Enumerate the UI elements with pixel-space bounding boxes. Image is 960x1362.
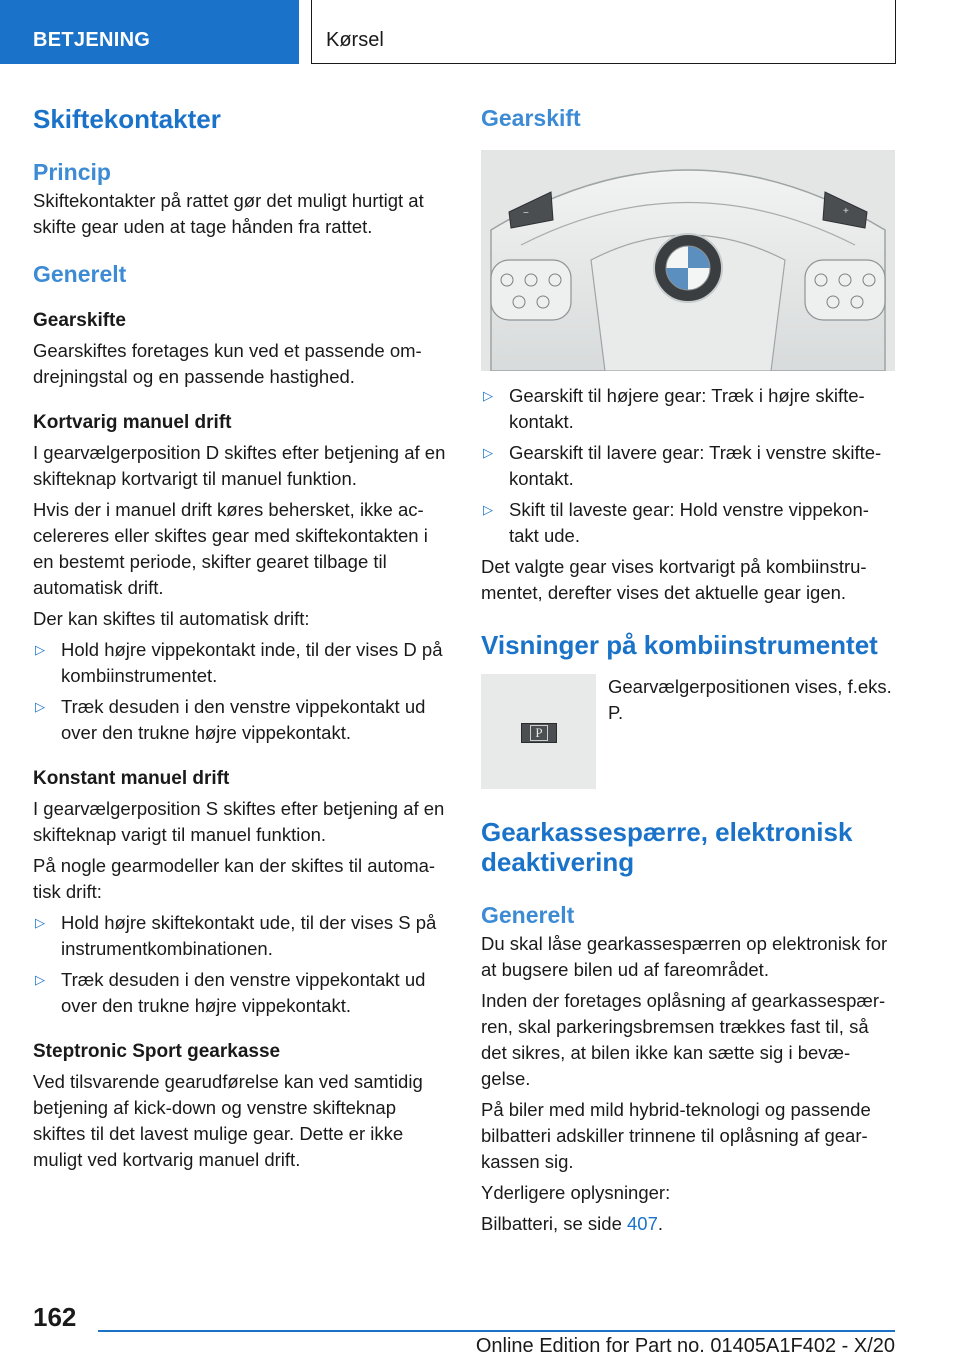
gearshift-heading: Gearskift bbox=[481, 105, 581, 131]
triangle-bullet-icon: ▷ bbox=[35, 699, 45, 714]
display-text: Gearvælgerpositionen vises, f.eks. P. bbox=[608, 676, 892, 723]
list-item: ▷ Gearskift til lavere gear: Træk i venstre skifte-kontakt. bbox=[481, 440, 895, 492]
chapter-title: Kørsel bbox=[326, 29, 384, 51]
lock-paragraph-2: Inden der foretages oplåsning af gearkassespær-ren, skal parkeringsbremsen trækkes fast til, så det sikres, at bilen ikke kan sætte sig i bevæ-gelse. bbox=[481, 990, 886, 1089]
short-manual-paragraph-2: Hvis der i manuel drift køres behersket, ikke ac-celereres eller skiftes gear med skiftekontakten i en bestemt periode, skifter gearet tilbage til automatisk drift. bbox=[33, 499, 428, 598]
triangle-bullet-icon: ▷ bbox=[483, 388, 493, 403]
display-heading: Visninger på kombiinstrumentet bbox=[481, 630, 878, 660]
short-manual-subheading: Kortvarig manuel drift bbox=[33, 412, 232, 433]
triangle-bullet-icon: ▷ bbox=[483, 445, 493, 460]
const-manual-paragraph-1: I gearvælgerposition S skiftes efter betjening af en skifteknap varigt til manuel funktion. bbox=[33, 798, 445, 845]
display-section bbox=[481, 674, 895, 789]
list-item: ▷ Træk desuden i den venstre vippekontakt ud over den trukne højre vippekontakt. bbox=[33, 967, 447, 1019]
gear-display-illustration bbox=[481, 674, 596, 789]
gear-p-indicator bbox=[521, 723, 557, 743]
triangle-bullet-icon: ▷ bbox=[35, 972, 45, 987]
right-column bbox=[481, 100, 895, 1237]
section-tab bbox=[0, 0, 299, 64]
list-item: ▷ Skift til laveste gear: Hold venstre vippekon-takt ude. bbox=[481, 497, 895, 549]
page-reference-link[interactable]: 407 bbox=[627, 1213, 658, 1234]
svg-text:+: + bbox=[843, 206, 849, 217]
gear-p-glyph: P bbox=[530, 725, 547, 741]
section-title: BETJENING bbox=[33, 29, 151, 51]
principle-heading: Princip bbox=[33, 159, 111, 185]
gearshift-text: Gearskiftes foretages kun ved et passende om-drejningstal og en passende hastighed. bbox=[33, 340, 422, 387]
list-item: ▷ Hold højre vippekontakt inde, til der vises D på kombiinstrumentet. bbox=[33, 637, 447, 689]
edition-note: Online Edition for Part no. 01405A1F402 - X/20 bbox=[475, 1335, 895, 1357]
steptronic-text: Ved tilsvarende gearudførelse kan ved samtidig betjening af kick-down og venstre skifteknap skiftes til det lavest mulige gear. Dette er ikke muligt ved kortvarig manuel drift. bbox=[33, 1071, 423, 1170]
lock-reference: Bilbatteri, se side 407. bbox=[481, 1213, 664, 1234]
short-manual-paragraph-1: I gearvælgerposition D skiftes efter betjening af en skifteknap kortvarigt til manuel funktion. bbox=[33, 442, 446, 489]
triangle-bullet-icon: ▷ bbox=[483, 502, 493, 517]
triangle-bullet-icon: ▷ bbox=[35, 642, 45, 657]
general-heading: Generelt bbox=[33, 261, 127, 287]
list-item: ▷ Gearskift til højere gear: Træk i højre skifte-kontakt. bbox=[481, 383, 895, 435]
gearshift-subheading: Gearskifte bbox=[33, 310, 126, 331]
footer-divider bbox=[98, 1330, 895, 1332]
short-manual-paragraph-3: Der kan skiftes til automatisk drift: bbox=[33, 608, 310, 629]
principle-text: Skiftekontakter på rattet gør det muligt hurtigt at skifte gear uden at tage hånden fra rattet. bbox=[33, 190, 424, 237]
svg-text:−: − bbox=[523, 208, 529, 219]
steptronic-subheading: Steptronic Sport gearkasse bbox=[33, 1041, 281, 1062]
page-number: 162 bbox=[33, 1302, 77, 1332]
steering-wheel-illustration bbox=[481, 150, 895, 371]
chapter-box bbox=[311, 0, 896, 64]
list-item: ▷ Træk desuden i den venstre vippekontakt ud over den trukne højre vippekontakt. bbox=[33, 694, 447, 746]
lock-paragraph-3: På biler med mild hybrid-teknologi og passende bilbatteri adskiller trinnene til oplåsning af gear-kassen sig. bbox=[481, 1099, 871, 1172]
lock-heading: Gearkassespærre, elektronisk deaktivering bbox=[481, 817, 853, 877]
gearshift-summary: Det valgte gear vises kortvarigt på kombiinstru-mentet, derefter vises det aktuelle gear igen. bbox=[481, 556, 867, 603]
steering-wheel-icon bbox=[481, 150, 895, 371]
const-manual-subheading: Konstant manuel drift bbox=[33, 768, 230, 789]
main-heading: Skiftekontakter bbox=[33, 104, 221, 134]
lock-paragraph-4: Yderligere oplysninger: bbox=[481, 1182, 671, 1203]
left-column bbox=[33, 100, 447, 1173]
lock-paragraph-1: Du skal låse gearkassespærren op elektronisk for at bugsere bilen ud af fareområdet. bbox=[481, 933, 888, 980]
triangle-bullet-icon: ▷ bbox=[35, 915, 45, 930]
list-item: ▷ Hold højre skiftekontakt ude, til der vises S på instrumentkombinationen. bbox=[33, 910, 447, 962]
const-manual-paragraph-2: På nogle gearmodeller kan der skiftes til automa-tisk drift: bbox=[33, 855, 436, 902]
lock-general-heading: Generelt bbox=[481, 902, 575, 928]
